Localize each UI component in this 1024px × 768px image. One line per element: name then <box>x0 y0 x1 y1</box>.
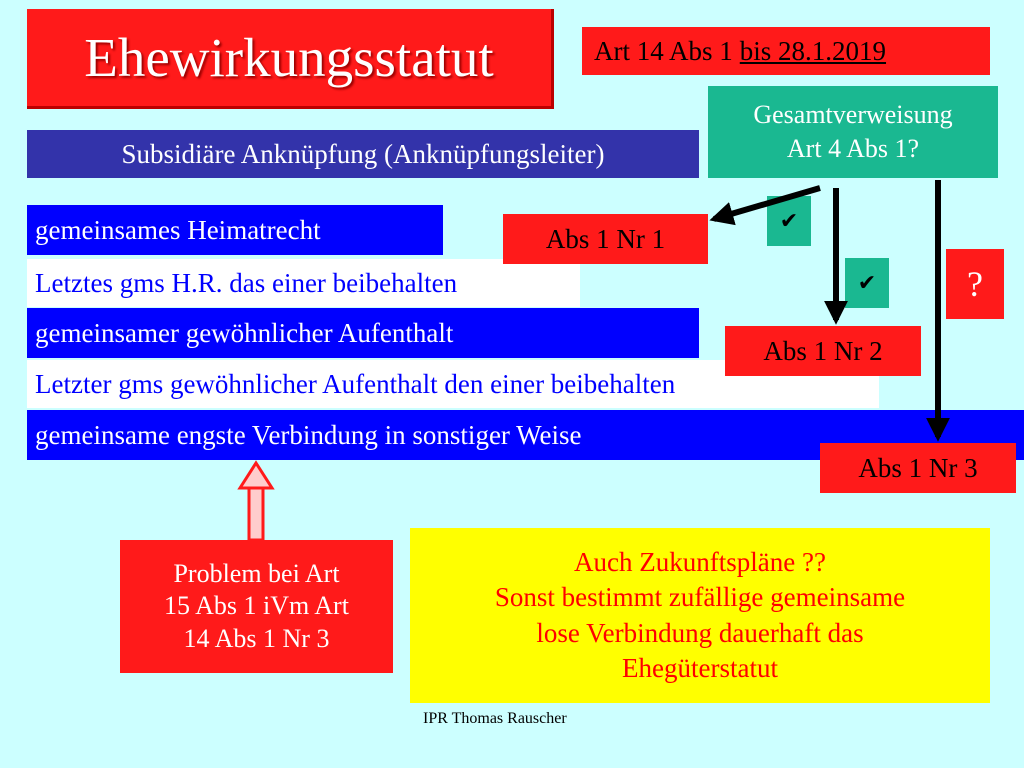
zukunft-line: Ehegüterstatut <box>622 652 778 683</box>
ladder-step-3: gemeinsamer gewöhnlicher Aufenthalt <box>27 308 699 358</box>
art14-prefix: Art 14 Abs 1 <box>594 35 733 66</box>
abs1-nr2-label: Abs 1 Nr 2 <box>725 326 921 376</box>
zukunft-line: Sonst bestimmt zufällige gemeinsame <box>494 582 906 613</box>
check-icon: ✔ <box>767 196 811 246</box>
gesamtverweisung-line2: Art 4 Abs 1? <box>786 134 920 163</box>
ladder-step-4: Letzter gms gewöhnlicher Aufenthalt den einer beibehalten <box>27 360 879 408</box>
ladder-step-5: gemeinsame engste Verbindung in sonstiger Weise <box>27 410 1024 460</box>
check-icon: ✔ <box>845 258 889 308</box>
ladder-step-2: Letztes gms H.R. das einer beibehalten <box>27 259 580 307</box>
footer-author: IPR Thomas Rauscher <box>423 710 567 727</box>
abs1-nr3-label: Abs 1 Nr 3 <box>820 443 1016 493</box>
arrow-up-hollow <box>240 463 272 540</box>
problem-line: Problem bei Art <box>173 558 340 588</box>
subsidiaer-header: Subsidiäre Anknüpfung (Anknüpfungsleiter) <box>27 130 699 178</box>
ladder-step-1: gemeinsames Heimatrecht <box>27 205 443 255</box>
arrow-to-nr1 <box>714 188 820 219</box>
zukunft-line: lose Verbindung dauerhaft das <box>536 617 864 648</box>
slide-title: Ehewirkungsstatut <box>27 9 554 109</box>
problem-line: 14 Abs 1 Nr 3 <box>183 623 330 653</box>
problem-line: 15 Abs 1 iVm Art <box>164 591 349 621</box>
art14-date-link[interactable]: bis 28.1.2019 <box>739 35 887 66</box>
zukunft-line: Auch Zukunftspläne ?? <box>574 547 826 578</box>
abs1-nr1-label: Abs 1 Nr 1 <box>503 214 708 264</box>
zukunft-box <box>410 528 990 703</box>
gesamtverweisung-line1: Gesamtverweisung <box>753 100 953 130</box>
problem-box <box>120 540 393 673</box>
question-mark-box: ? <box>946 249 1004 319</box>
